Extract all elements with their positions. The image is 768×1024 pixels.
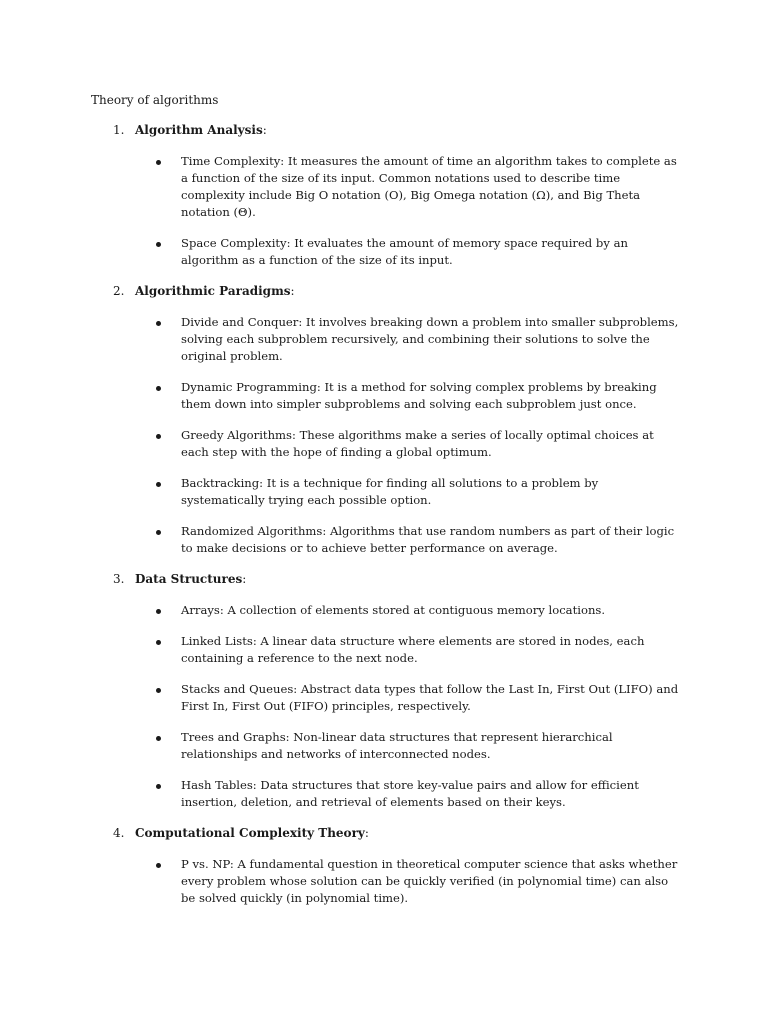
list-item: [91, 427, 688, 461]
list-item: [91, 475, 688, 509]
section-title: Computational Complexity Theory: [135, 826, 365, 840]
list-item: [91, 235, 688, 269]
list-item-text: Stacks and Queues: Abstract data types that follow the Last In, First Out (LIFO) and First In, First Out (FIFO) principles, respectively.: [181, 682, 679, 713]
section-number: 2.: [113, 284, 125, 298]
section-number: 1.: [113, 123, 125, 137]
bullet-list: [91, 153, 688, 269]
list-item: [91, 777, 688, 811]
section-heading: [91, 122, 688, 139]
bullet-list: [91, 314, 688, 557]
section-heading: [91, 283, 688, 300]
list-item: [91, 729, 688, 763]
section-number: 4.: [113, 826, 125, 840]
list-item-text: Dynamic Programming: It is a method for solving complex problems by breaking them down into simpler subproblems and solving each subproblem just once.: [181, 380, 657, 411]
section-title-colon: :: [262, 123, 267, 137]
bullet-icon: [156, 784, 161, 789]
section-title-colon: :: [290, 284, 295, 298]
section-title: Algorithmic Paradigms: [135, 284, 291, 298]
document-title: Theory of algorithms: [91, 93, 219, 107]
section-4: [91, 825, 688, 907]
list-item-text: Divide and Conquer: It involves breaking down a problem into smaller subproblems, solving each subproblem recursively, and combining their solutions to solve the original problem.: [181, 315, 679, 363]
bullet-icon: [156, 482, 161, 487]
list-item-text: Space Complexity: It evaluates the amount of memory space required by an algorithm as a function of the size of its input.: [181, 236, 628, 267]
bullet-list: [91, 856, 688, 907]
list-item-text: Backtracking: It is a technique for finding all solutions to a problem by systematically trying each possible option.: [181, 476, 599, 507]
section-1: [91, 122, 688, 269]
list-item-text: Time Complexity: It measures the amount of time an algorithm takes to complete as a function of the size of its input. Common notations used to describe time complexity include Big O notation (O), Big Omega notation (Ω), and Big Theta notation (Θ).: [181, 154, 677, 219]
section-title: Algorithm Analysis: [135, 123, 263, 137]
bullet-list: [91, 602, 688, 811]
list-item: [91, 856, 688, 907]
list-item-text: Arrays: A collection of elements stored at contiguous memory locations.: [181, 603, 606, 617]
section-heading: [91, 825, 688, 842]
bullet-icon: [156, 640, 161, 645]
bullet-icon: [156, 736, 161, 741]
section-3: [91, 571, 688, 811]
list-item: [91, 379, 688, 413]
bullet-icon: [156, 386, 161, 391]
list-item: [91, 633, 688, 667]
list-item: [91, 153, 688, 221]
section-title: Data Structures: [135, 572, 243, 586]
list-item-text: Trees and Graphs: Non-linear data structures that represent hierarchical relationships and networks of interconnected nodes.: [181, 730, 613, 761]
bullet-icon: [156, 321, 161, 326]
bullet-icon: [156, 609, 161, 614]
bullet-icon: [156, 160, 161, 165]
section-heading: [91, 571, 688, 588]
list-item-text: Hash Tables: Data structures that store key-value pairs and allow for efficient insertion, deletion, and retrieval of elements based on their keys.: [181, 778, 639, 809]
list-item-text: Randomized Algorithms: Algorithms that use random numbers as part of their logic to make decisions or to achieve better performance on average.: [181, 524, 675, 555]
list-item-text: Greedy Algorithms: These algorithms make a series of locally optimal choices at each step with the hope of finding a global optimum.: [181, 428, 654, 459]
list-item-text: Linked Lists: A linear data structure where elements are stored in nodes, each containing a reference to the next node.: [181, 634, 645, 665]
list-item: [91, 523, 688, 557]
bullet-icon: [156, 434, 161, 439]
list-item: [91, 314, 688, 365]
bullet-icon: [156, 863, 161, 868]
list-item-text: P vs. NP: A fundamental question in theoretical computer science that asks whether every problem whose solution can be quickly verified (in polynomial time) can also be solved quickly (in polynomial time).: [181, 857, 678, 905]
section-title-colon: :: [242, 572, 247, 586]
section-title-colon: :: [364, 826, 369, 840]
bullet-icon: [156, 530, 161, 535]
list-item: [91, 602, 688, 619]
list-item: [91, 681, 688, 715]
sections-container: [91, 122, 688, 907]
section-2: [91, 283, 688, 557]
bullet-icon: [156, 688, 161, 693]
bullet-icon: [156, 242, 161, 247]
section-number: 3.: [113, 572, 125, 586]
